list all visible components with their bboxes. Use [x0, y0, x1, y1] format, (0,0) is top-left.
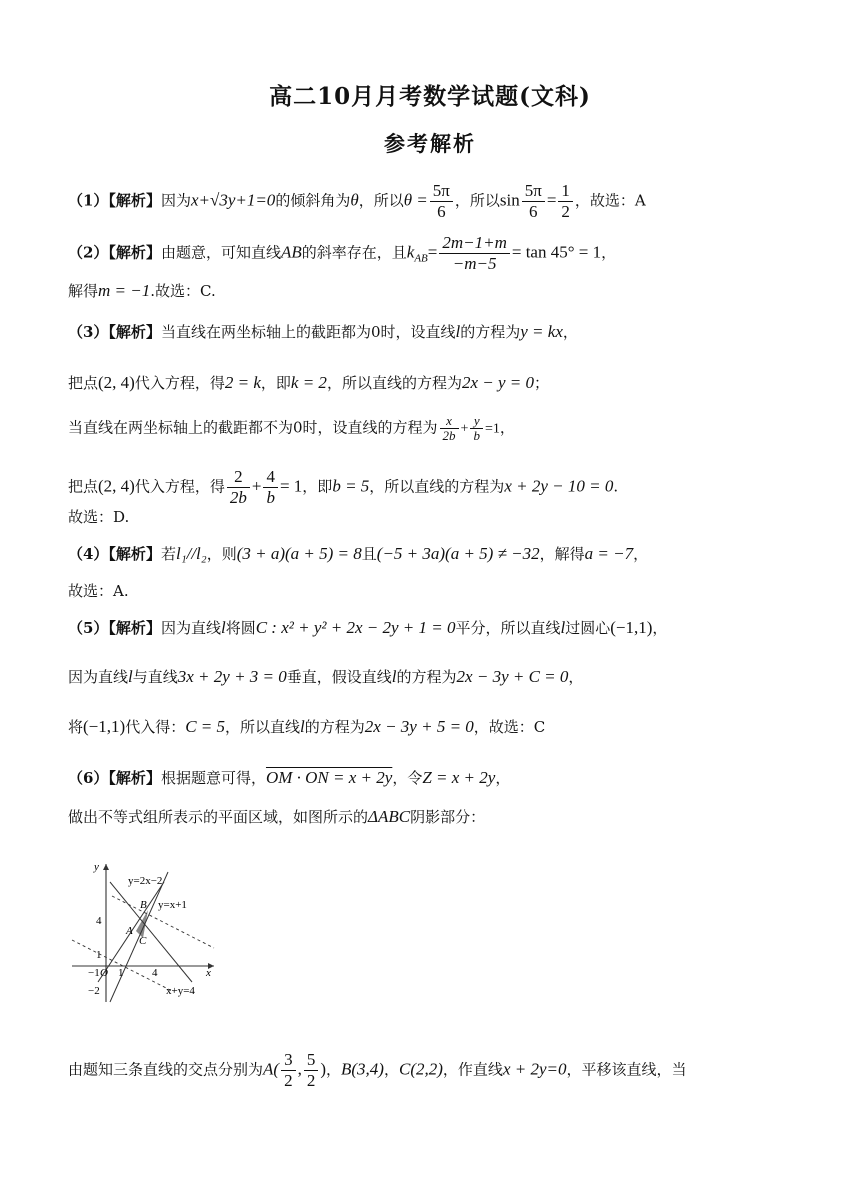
q1-eq1: x+√3y+1=0: [190, 190, 276, 210]
q1-answer: ，故选：A: [574, 191, 646, 210]
q2-tag: （2）【解析】: [68, 243, 161, 262]
q3-l4-plus: +: [251, 476, 262, 496]
tick-x-4: 4: [152, 967, 158, 979]
q6-point-b: B(3,4): [341, 1059, 384, 1079]
q3-line1: [68, 321, 578, 343]
q6-text3: ，: [495, 769, 511, 787]
tick-y-minus-2: −2: [88, 985, 100, 997]
q6-sep3: ，: [442, 1060, 458, 1079]
q5-line2: [68, 666, 583, 688]
q2-l2-eq: m = −1: [98, 281, 151, 300]
q4-text3: 且: [361, 545, 377, 563]
q5-l3e2: C = 5: [185, 717, 226, 736]
q1-text2: 的倾斜角为: [275, 191, 351, 210]
q5-text4: 过圆心: [565, 619, 611, 637]
tick-y-1: 1: [96, 949, 102, 961]
q4-text5: ，: [633, 545, 649, 563]
q5-eq1: C : x² + y² + 2x − 2y + 1 = 0: [255, 618, 456, 637]
q6-line2: [68, 806, 485, 828]
origin-label: O: [100, 967, 108, 979]
q5-l2e2: 2x − 3y + C = 0: [456, 667, 569, 686]
q5-l3e1: (−1,1): [83, 717, 126, 736]
q1-equals: =: [546, 190, 557, 210]
q3-l3-frac1: $\frac{x}{2b}$: [440, 414, 459, 443]
q5-l3e3: 2x − 3y + 5 = 0: [364, 717, 474, 736]
q6-l3e: x + 2y=0: [502, 1059, 567, 1079]
q5-l5: l: [300, 717, 305, 736]
q3-line3: [68, 414, 515, 443]
q3-text1: 当直线在两坐标轴上的截距都为0时，设直线: [160, 323, 456, 341]
q5-text3: 平分，所以直线: [455, 619, 561, 637]
q5-text1: 因为直线: [160, 619, 221, 637]
q3-l4-frac1: $\frac{2}{2b}$: [227, 467, 250, 508]
q3-text2: 的方程为: [460, 323, 521, 341]
q3-tag: （3）【解析】: [68, 323, 161, 341]
q4-line2: [68, 580, 129, 602]
label-point-a: A: [126, 925, 133, 937]
q6-line3: [68, 1050, 687, 1091]
q6-point-a: A(: [263, 1059, 280, 1079]
q5-text5: ，: [652, 619, 668, 637]
q5-tag: （5）【解析】: [68, 619, 161, 637]
q3-l4b: 代入方程，得: [134, 477, 225, 496]
q6-line1: [68, 767, 510, 789]
q3-answer: 故选：D.: [68, 508, 130, 526]
q3-l2e3: 2x − y = 0: [461, 373, 534, 392]
q6-frac-a1: $\frac{3}{2}$: [281, 1050, 296, 1091]
q5-l3d: 的方程为: [304, 718, 365, 736]
q3-l4e2: b = 5: [332, 476, 370, 496]
q3-l4d: ，所以直线的方程为: [369, 477, 505, 496]
q1-frac2: $\frac{5\pi}{6}$: [522, 181, 545, 222]
coordinate-graph: [64, 852, 224, 1004]
label-y-x-1: y=x+1: [158, 899, 187, 911]
q3-l2c: ，即: [260, 374, 291, 392]
q5-l3c: ，所以直线: [225, 718, 301, 736]
q3-l4e3: x + 2y − 10 = 0: [504, 476, 614, 496]
q3-l3b: ，: [499, 418, 515, 437]
q1-sin: sin: [499, 190, 520, 210]
q3-line4: [68, 467, 618, 508]
tick-x-minus-1: −1: [88, 967, 100, 979]
q3-l3a: 当直线在两坐标轴上的截距都不为0时，设直线的方程为: [68, 418, 438, 437]
q3-l2f: ；: [534, 374, 550, 392]
q1-frac3: $\frac{1}{2}$: [558, 181, 573, 222]
q5-l4: l: [391, 667, 397, 686]
q5-eq2: (−1,1): [610, 618, 653, 637]
q5-l2c: 垂直，假设直线: [286, 668, 392, 686]
q3-line2: [68, 372, 549, 394]
q3-l4c: ，即: [302, 477, 333, 496]
q2-line2: [68, 280, 216, 302]
q3-l4e: .: [613, 477, 619, 496]
q3-l2e2: k = 2: [290, 373, 327, 392]
q1-text: 因为: [160, 191, 191, 210]
tick-x-1: 1: [118, 967, 124, 979]
q6-l3a: 由题知三条直线的交点分别为: [68, 1060, 264, 1079]
q3-l3-plus: +: [460, 421, 469, 437]
q6-l3b: 作直线: [457, 1060, 503, 1079]
q6-l3c: ，平移该直线，当: [566, 1060, 687, 1079]
q3-l4pt: (2, 4): [98, 476, 135, 496]
q3-text3: ，: [562, 323, 578, 341]
q3-l2d: ，所以直线的方程为: [326, 374, 462, 392]
q5-l3: l: [128, 667, 133, 686]
q4-tag: （4）【解析】: [68, 545, 161, 563]
q6-eq2: Z = x + 2y: [422, 768, 496, 787]
q4-answer: 故选：A.: [68, 582, 129, 600]
q4-eq1: l₁//l₂: [175, 544, 207, 563]
q4-text2: ，则: [206, 545, 237, 563]
q3-l4-eq: = 1: [279, 476, 303, 496]
q5-text2: 将圆: [225, 619, 256, 637]
q4-eq2: (3 + a)(a + 5) = 8: [236, 544, 362, 563]
q3-l: l: [455, 322, 461, 341]
q1-text4: ，所以: [454, 191, 500, 210]
q6-point-c: C(2,2): [398, 1059, 443, 1079]
q3-l4-frac2: $\frac{4}{b}$: [263, 467, 278, 508]
q4-eq4: a = −7: [584, 544, 634, 563]
q1-line: [68, 181, 646, 222]
q3-l2a: 把点: [68, 374, 99, 392]
q4-text4: ，解得: [539, 545, 585, 563]
q6-frac-a2: $\frac{5}{2}$: [304, 1050, 319, 1091]
q1-frac1: $\frac{5\pi}{6}$: [430, 181, 453, 222]
label-x-y-4: x+y=4: [166, 985, 195, 997]
y-axis-label: y: [94, 861, 99, 873]
q1-eq2: θ =: [403, 190, 428, 210]
label-y-2x-2: y=2x−2: [128, 875, 163, 887]
q5-l: l: [220, 618, 226, 637]
q5-l2: l: [560, 618, 566, 637]
q3-l2e1: 2 = k: [224, 373, 261, 392]
q1-tag: （1）【解析】: [68, 191, 161, 210]
q4-text1: 若: [160, 545, 176, 563]
q5-answer: ，故选：C: [473, 718, 546, 736]
q5-l2b: 与直线: [132, 668, 178, 686]
q2-text3: ，: [601, 243, 617, 262]
q5-l3a: 将: [68, 718, 84, 736]
q5-l2e1: 3x + 2y + 3 = 0: [177, 667, 287, 686]
q3-l3-frac2: $\frac{y}{b}$: [470, 414, 483, 443]
q6-triangle: ΔABC: [368, 807, 411, 826]
q2-text: 由题意，可知直线: [160, 243, 281, 262]
q2-frac: $\frac{2m-1+m}{-m-5}$: [439, 233, 510, 274]
q5-line3: [68, 716, 545, 738]
q2-eq2: = tan 45° = 1: [511, 242, 602, 262]
q2-line: [68, 233, 616, 274]
q2-k-sub: AB: [414, 252, 428, 265]
q5-l2f: ，: [568, 668, 584, 686]
q6-tag: （6）【解析】: [68, 769, 161, 787]
q1-theta: θ: [350, 190, 359, 210]
q2-k: k: [406, 242, 415, 262]
q3-l2pt: (2, 4): [98, 373, 135, 392]
q3-l3-eq: =1: [484, 421, 500, 437]
q6-sep2: ，: [383, 1060, 399, 1079]
q1-text3: ，所以: [358, 191, 404, 210]
q5-l3b: 代入得：: [125, 718, 186, 736]
q2-l2-answer: .故选：C.: [150, 282, 216, 300]
label-point-b: B: [140, 899, 147, 911]
q3-eq1: y = kx: [520, 322, 563, 341]
q2-text2: 的斜率存在，且: [301, 243, 407, 262]
q5-l2d: 的方程为: [396, 668, 457, 686]
q2-l2-text: 解得: [68, 282, 99, 300]
page-subtitle: 参考解析: [384, 131, 476, 156]
q2-ab: AB: [280, 242, 302, 262]
page-title: 高二10月月考数学试题(文科): [269, 83, 591, 110]
x-axis-label: x: [206, 967, 211, 979]
q2-eq1: =: [427, 242, 438, 262]
q4-line1: [68, 543, 648, 565]
triangle-abc: [136, 910, 148, 938]
q6-l2b: 阴影部分：: [410, 808, 486, 826]
q6-sep1: ，: [325, 1060, 341, 1079]
region-figure: [64, 852, 224, 1004]
q6-text1: 根据题意可得，: [160, 769, 266, 787]
q6-eq1: OM · ON = x + 2y: [265, 768, 393, 787]
q4-eq3: (−5 + 3a)(a + 5) ≠ −32: [376, 544, 540, 563]
q5-line1: [68, 617, 667, 639]
q6-text2: ，令: [392, 769, 423, 787]
tick-y-4: 4: [96, 915, 102, 927]
y-axis-arrow: [103, 864, 109, 870]
q5-l2a: 因为直线: [68, 668, 129, 686]
label-point-c: C: [139, 935, 147, 947]
q3-line5: [68, 506, 129, 528]
q3-l2b: 代入方程，得: [134, 374, 225, 392]
q6-paren: ): [320, 1059, 326, 1079]
q3-l4a: 把点: [68, 477, 99, 496]
q6-l2: 做出不等式组所表示的平面区域，如图所示的: [68, 808, 369, 826]
q6-comma: ,: [297, 1059, 302, 1079]
